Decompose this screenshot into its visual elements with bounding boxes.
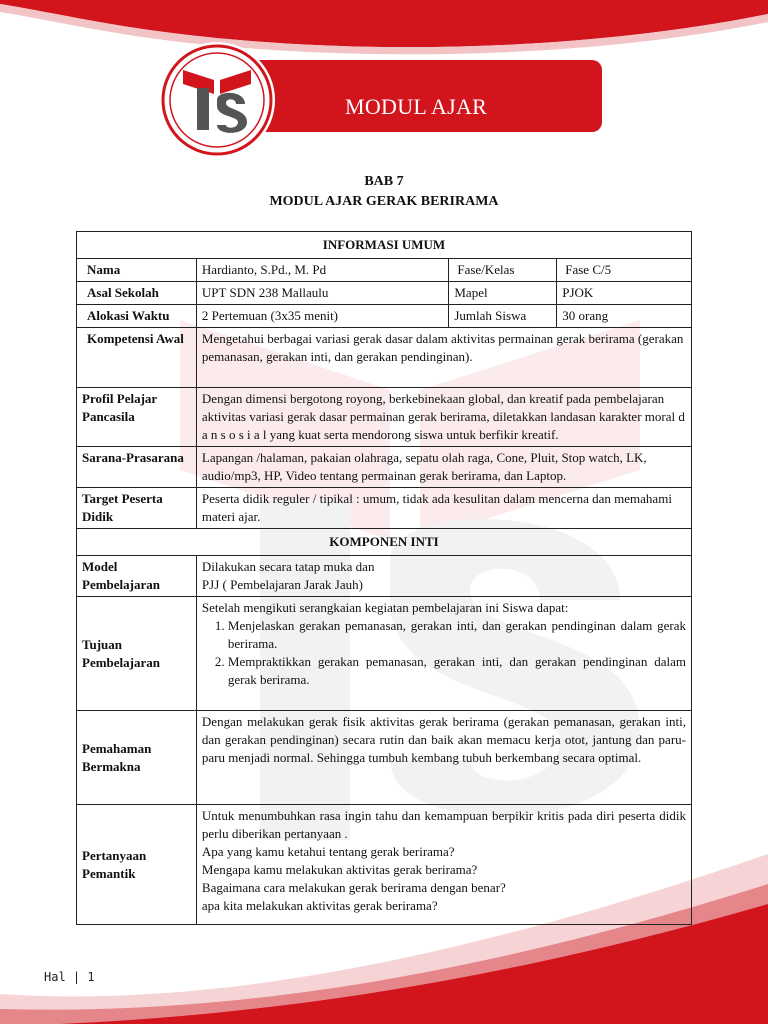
pertanyaan-value [196, 805, 691, 925]
list-item: 2. Mempraktikkan gerakan pemanasan, gerakan inti, dan gerakan pendinginan dalam gerak berirama. [228, 653, 686, 689]
list-item: Mengapa kamu melakukan aktivitas gerak berirama? [201, 862, 478, 877]
list-item: apa kita melakukan aktivitas gerak berirama? [201, 898, 438, 913]
jumlah-label: Jumlah Siswa [449, 305, 557, 328]
list-item: Apa yang kamu ketahui tentang gerak berirama? [201, 844, 455, 859]
model-line: Dilakukan secara tatap muka dan [201, 559, 375, 574]
tujuan-value [196, 597, 691, 711]
mapel-label: Mapel [449, 282, 557, 305]
tujuan-intro: Setelah mengikuti serangkaian kegiatan pembelajaran ini Siswa dapat: [201, 600, 569, 615]
target-label: Target Peserta Didik [77, 488, 197, 529]
model-value [196, 556, 691, 597]
tut-wuri-logo-icon [157, 40, 277, 160]
list-item: 1. Menjelaskan gerakan pemanasan, gerakan inti, dan gerakan pendinginan dalam gerak berirama. [228, 617, 686, 653]
fase-value: Fase C/5 [557, 259, 692, 282]
model-label: Model Pembelajaran [77, 556, 197, 597]
table-row [77, 282, 692, 305]
table-row [77, 328, 692, 388]
table-row [77, 488, 692, 529]
section-header-row [77, 232, 692, 259]
module-info-table [76, 231, 692, 925]
mapel-value: PJOK [557, 282, 692, 305]
fase-label: Fase/Kelas [449, 259, 557, 282]
table-row [77, 597, 692, 711]
sekolah-value: UPT SDN 238 Mallaulu [196, 282, 448, 305]
kompetensi-value: Mengetahui berbagai variasi gerak dasar dalam aktivitas permainan gerak berirama (gerakan pemanasan, gerakan inti, dan gerakan pendinginan). [196, 328, 691, 388]
alokasi-label: Alokasi Waktu [77, 305, 197, 328]
table-row [77, 305, 692, 328]
alokasi-value: 2 Pertemuan (3x35 menit) [196, 305, 448, 328]
pemahaman-value: Dengan melakukan gerak fisik aktivitas gerak berirama (gerakan pemanasan, gerakan inti, dan gerakan pendinginan) secara rutin dan baik akan memacu kerja otot, jantung dan paru-paru menjadi normal. Sehingga tumbuh kembang tubuh berkembang secara optimal. [196, 711, 691, 805]
table-row [77, 259, 692, 282]
sekolah-label: Asal Sekolah [77, 282, 197, 305]
nama-label: Nama [77, 259, 197, 282]
sarana-label: Sarana-Prasarana [77, 447, 197, 488]
tujuan-label: Tujuan Pembelajaran [77, 597, 197, 711]
page-number: 1 [87, 970, 95, 984]
top-wave-decoration [0, 0, 768, 60]
profil-label: Profil Pelajar Pancasila [77, 388, 197, 447]
core-section-title: KOMPONEN INTI [77, 529, 692, 556]
target-value: Peserta didik reguler / tipikal : umum, tidak ada kesulitan dalam mencerna dan memahami materi ajar. [196, 488, 691, 529]
nama-value: Hardianto, S.Pd., M. Pd [196, 259, 448, 282]
jumlah-value: 30 orang [557, 305, 692, 328]
table-row [77, 711, 692, 805]
pertanyaan-intro: Untuk menumbuhkan rasa ingin tahu dan kemampuan berpikir kritis pada diri peserta didik perlu diberikan pertanyaan . [201, 808, 686, 841]
list-item: Bagaimana cara melakukan gerak berirama dengan benar? [201, 880, 506, 895]
pemahaman-label: Pemahaman Bermakna [77, 711, 197, 805]
info-section-title: INFORMASI UMUM [77, 232, 692, 259]
sarana-value: Lapangan /halaman, pakaian olahraga, sepatu olah raga, Cone, Pluit, Stop watch, LK, audio/mp3, HP, Video tentang permainan gerak berirama, dan Laptop. [196, 447, 691, 488]
chapter-title: MODUL AJAR GERAK BERIRAMA [269, 194, 499, 209]
banner-title: MODUL AJAR [345, 94, 488, 119]
kompetensi-label: Kompetensi Awal [77, 328, 197, 388]
section-header-row [77, 529, 692, 556]
page-separator: | [72, 970, 81, 984]
table-row [77, 556, 692, 597]
table-row [77, 447, 692, 488]
model-line: PJJ ( Pembelajaran Jarak Jauh) [201, 577, 363, 592]
page-label: Hal [44, 970, 66, 984]
table-row [77, 388, 692, 447]
pertanyaan-label: Pertanyaan Pemantik [77, 805, 197, 925]
page-footer [44, 970, 95, 984]
table-row [77, 805, 692, 925]
tujuan-list [202, 617, 686, 689]
profil-value: Dengan dimensi bergotong royong, berkebinekaan global, dan kreatif pada pembelajaran aktivitas variasi gerak dasar permainan gerak berirama, diletakkan landasan karakter moral d a n s o s i a l yang kuat serta mendorong siswa untuk berfikir kreatif. [196, 388, 691, 447]
chapter-label: BAB 7 [364, 174, 404, 189]
